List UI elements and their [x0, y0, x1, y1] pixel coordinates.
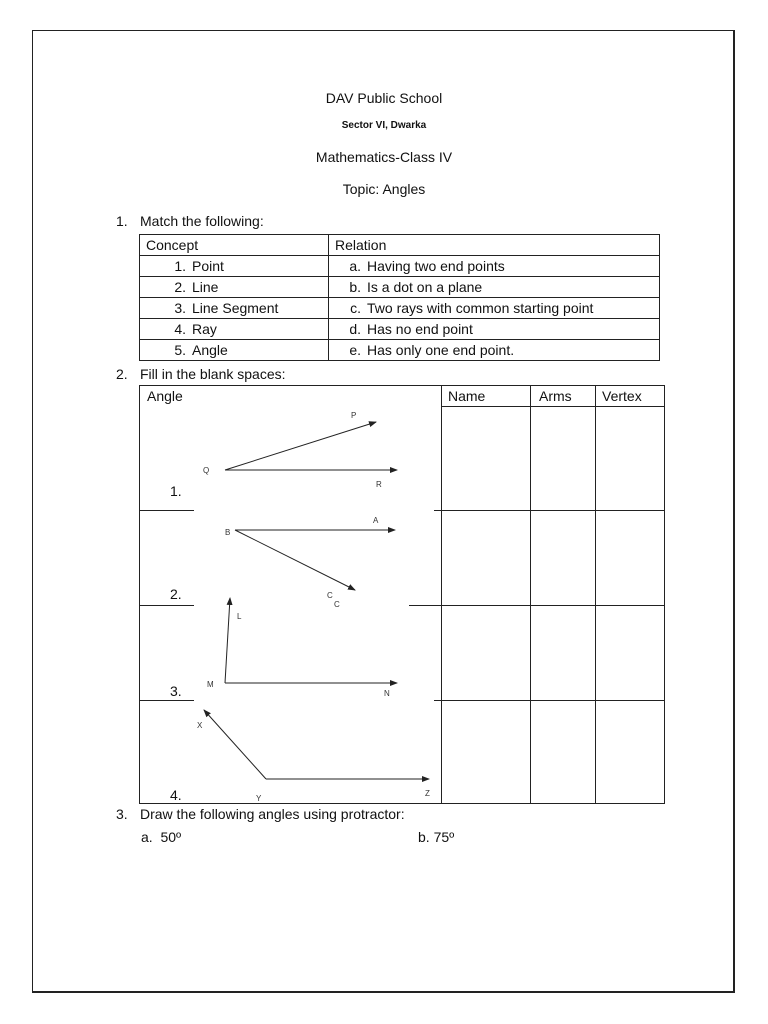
fill-header-name: Name: [448, 388, 486, 404]
grid-line: [441, 385, 442, 804]
grid-line: [595, 385, 596, 804]
concept-index: 5.: [174, 342, 186, 358]
subject-title: Mathematics-Class IV: [315, 149, 453, 165]
concept-cell: [140, 340, 329, 361]
concept-index: 1.: [174, 258, 186, 274]
relation-index: e.: [349, 342, 361, 358]
concept-cell: [140, 277, 329, 298]
point-label: C: [327, 591, 333, 600]
concept-index: 4.: [174, 321, 186, 337]
grid-line: [530, 385, 531, 804]
concept-index: 2.: [174, 279, 186, 295]
relation-text: Having two end points: [367, 258, 505, 274]
table-row: [140, 277, 660, 298]
grid-line: [434, 700, 665, 701]
relation-index: d.: [349, 321, 361, 337]
point-label: B: [225, 528, 231, 537]
school-name: DAV Public School: [325, 90, 443, 106]
row-number: 3.: [170, 683, 182, 699]
angle-drawings: [139, 385, 441, 804]
question-1-number: 1.: [116, 213, 128, 229]
grid-line: [434, 510, 665, 511]
point-label: Y: [256, 794, 262, 803]
concept-text: Line: [192, 279, 219, 295]
point-label: M: [207, 680, 214, 689]
row-number: 4.: [170, 787, 182, 803]
ray-yx: [204, 710, 266, 779]
ray-bc: [235, 530, 355, 590]
table-row: [140, 256, 660, 277]
question-1-text: Match the following:: [140, 213, 264, 229]
relation-text: Has only one end point.: [367, 342, 515, 358]
fill-header-vertex: Vertex: [602, 388, 642, 404]
match-header-row: [140, 235, 660, 256]
table-row: [140, 340, 660, 361]
concept-cell: [140, 319, 329, 340]
relation-cell: [329, 319, 660, 340]
concept-text: Line Segment: [192, 300, 279, 316]
point-label: R: [376, 480, 382, 489]
topic-title: Topic: Angles: [342, 181, 426, 197]
angle-4-diagram: [197, 710, 430, 803]
concept-text: Angle: [192, 342, 228, 358]
fill-header-angle: Angle: [147, 388, 183, 404]
concept-cell: [140, 298, 329, 319]
angle-2-diagram: [225, 516, 395, 609]
row-number: 1.: [170, 483, 182, 499]
fill-header-arms: Arms: [539, 388, 572, 404]
question-2-number: 2.: [116, 366, 128, 382]
draw-item-value: 50º: [160, 829, 182, 845]
table-row: [140, 319, 660, 340]
relation-cell: [329, 277, 660, 298]
draw-item-a: [141, 829, 181, 845]
point-label: P: [351, 411, 357, 420]
point-label: Z: [425, 789, 430, 798]
row-number: 2.: [170, 586, 182, 602]
grid-line: [441, 406, 665, 407]
relation-index: a.: [349, 258, 361, 274]
match-header-concept: Concept: [140, 235, 329, 256]
relation-index: c.: [350, 300, 361, 316]
angle-3-diagram: [207, 598, 397, 698]
relation-text: Is a dot on a plane: [367, 279, 483, 295]
concept-text: Point: [192, 258, 224, 274]
draw-item-value: 75º: [433, 829, 455, 845]
fill-table: [139, 385, 665, 804]
draw-item-b: [418, 829, 454, 845]
grid-line: [409, 605, 665, 606]
concept-cell: [140, 256, 329, 277]
school-sector: Sector VI, Dwarka: [341, 120, 427, 131]
question-2-text: Fill in the blank spaces:: [140, 366, 286, 382]
ray-qp: [225, 422, 376, 470]
question-3-text: Draw the following angles using protractor:: [140, 806, 405, 822]
match-header-relation: Relation: [329, 235, 660, 256]
point-label: Q: [203, 466, 210, 475]
concept-text: Ray: [192, 321, 217, 337]
match-table: [139, 234, 660, 361]
relation-cell: [329, 256, 660, 277]
relation-cell: [329, 340, 660, 361]
concept-index: 3.: [174, 300, 186, 316]
point-label: C: [334, 600, 340, 609]
draw-item-label: b.: [418, 829, 430, 845]
relation-index: b.: [349, 279, 361, 295]
point-label: L: [237, 612, 242, 621]
point-label: X: [197, 721, 203, 730]
point-label: N: [384, 689, 390, 698]
table-row: [140, 298, 660, 319]
relation-text: Has no end point: [367, 321, 473, 337]
point-label: A: [373, 516, 379, 525]
angle-1-diagram: [203, 411, 397, 489]
grid-line: [664, 385, 665, 804]
ray-ml: [225, 598, 230, 683]
relation-cell: [329, 298, 660, 319]
relation-text: Two rays with common starting point: [367, 300, 594, 316]
draw-item-label: a.: [141, 829, 153, 845]
question-3-number: 3.: [116, 806, 128, 822]
